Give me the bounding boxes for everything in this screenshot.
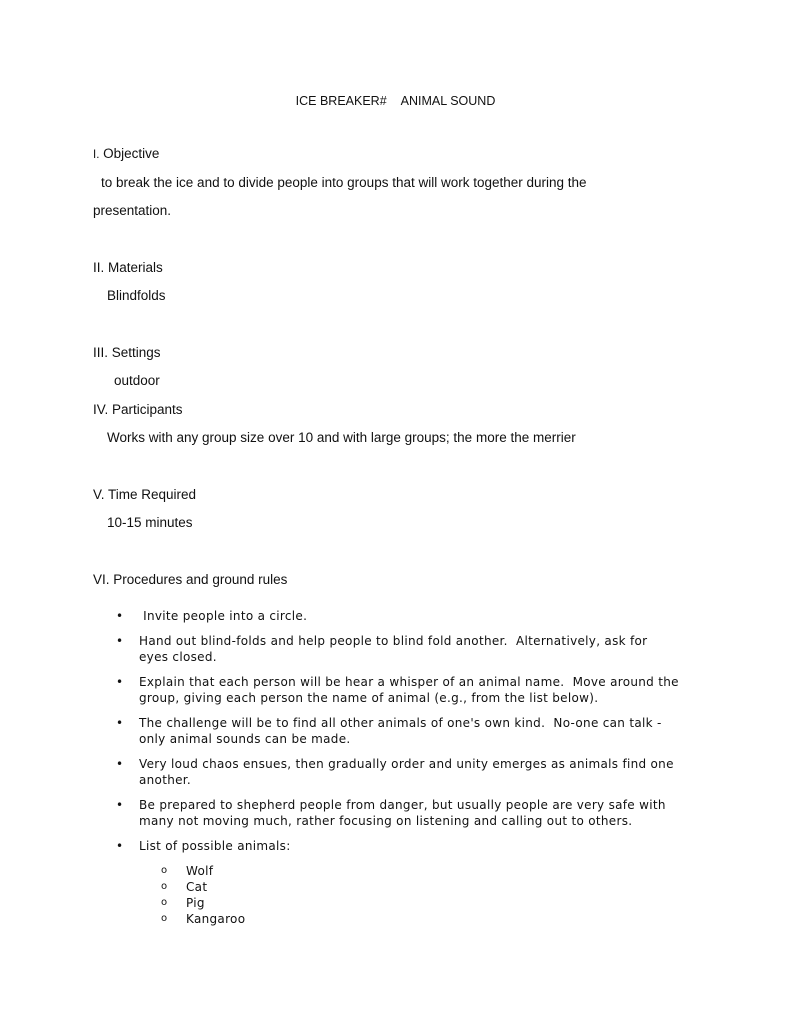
animal-item bbox=[139, 911, 719, 927]
objective-line-2: presentation. bbox=[93, 203, 172, 218]
participants-heading: IV. Participants bbox=[93, 402, 183, 417]
procedure-text: Invite people into a circle. bbox=[139, 609, 308, 623]
circle-bullet-icon: o bbox=[161, 897, 168, 908]
bullet-icon: • bbox=[116, 757, 124, 771]
procedure-text: another. bbox=[139, 773, 192, 787]
bullet-icon: • bbox=[116, 634, 124, 648]
animal-item bbox=[139, 895, 719, 911]
procedure-text: Hand out blind-folds and help people to blind fold another. Alternatively, ask for bbox=[139, 634, 648, 648]
time-text: 10-15 minutes bbox=[107, 515, 193, 530]
bullet-icon: • bbox=[116, 675, 124, 689]
objective-heading-prefix: I. bbox=[93, 149, 100, 161]
objective-line-1: to break the ice and to divide people into groups that will work together during the bbox=[101, 175, 587, 190]
settings-text: outdoor bbox=[114, 373, 160, 388]
animal-name: Pig bbox=[186, 896, 205, 910]
procedure-text: only animal sounds can be made. bbox=[139, 732, 351, 746]
bullet-icon: • bbox=[116, 798, 124, 812]
procedure-text: eyes closed. bbox=[139, 650, 217, 664]
procedure-text: group, giving each person the name of animal (e.g., from the list below). bbox=[139, 691, 599, 705]
procedure-text: The challenge will be to find all other animals of one's own kind. No-one can talk - bbox=[139, 716, 662, 730]
animal-name: Kangaroo bbox=[186, 912, 246, 926]
circle-bullet-icon: o bbox=[161, 865, 168, 876]
procedure-text: Very loud chaos ensues, then gradually order and unity emerges as animals find one bbox=[139, 757, 674, 771]
procedures-list bbox=[116, 608, 719, 936]
circle-bullet-icon: o bbox=[161, 913, 168, 924]
list-item bbox=[116, 715, 719, 747]
animal-list bbox=[139, 863, 719, 927]
time-heading: V. Time Required bbox=[93, 487, 197, 502]
bullet-icon: • bbox=[116, 609, 124, 623]
page-title bbox=[0, 94, 791, 108]
animal-item bbox=[139, 863, 719, 879]
title-left: ICE BREAKER# bbox=[295, 94, 387, 108]
materials-text: Blindfolds bbox=[107, 288, 166, 303]
animal-name: Cat bbox=[186, 880, 208, 894]
procedure-text: Explain that each person will be hear a whisper of an animal name. Move around the bbox=[139, 675, 679, 689]
list-item bbox=[116, 608, 719, 624]
procedures-heading: VI. Procedures and ground rules bbox=[93, 572, 288, 587]
procedure-text: many not moving much, rather focusing on listening and calling out to others. bbox=[139, 814, 633, 828]
list-item bbox=[116, 674, 719, 706]
procedure-text: List of possible animals: bbox=[139, 839, 291, 853]
bullet-icon: • bbox=[116, 839, 124, 853]
settings-heading: III. Settings bbox=[93, 345, 161, 360]
animal-name: Wolf bbox=[186, 864, 214, 878]
list-item bbox=[116, 633, 719, 665]
animal-item bbox=[139, 879, 719, 895]
procedure-text: Be prepared to shepherd people from danger, but usually people are very safe with bbox=[139, 798, 666, 812]
list-item bbox=[116, 797, 719, 829]
objective-heading bbox=[93, 146, 159, 161]
circle-bullet-icon: o bbox=[161, 881, 168, 892]
bullet-icon: • bbox=[116, 716, 124, 730]
participants-text: Works with any group size over 10 and with large groups; the more the merrier bbox=[107, 430, 576, 445]
objective-heading-text: Objective bbox=[103, 146, 160, 161]
materials-heading: II. Materials bbox=[93, 260, 163, 275]
list-item bbox=[116, 838, 719, 927]
title-right: ANIMAL SOUND bbox=[400, 94, 496, 108]
list-item bbox=[116, 756, 719, 788]
